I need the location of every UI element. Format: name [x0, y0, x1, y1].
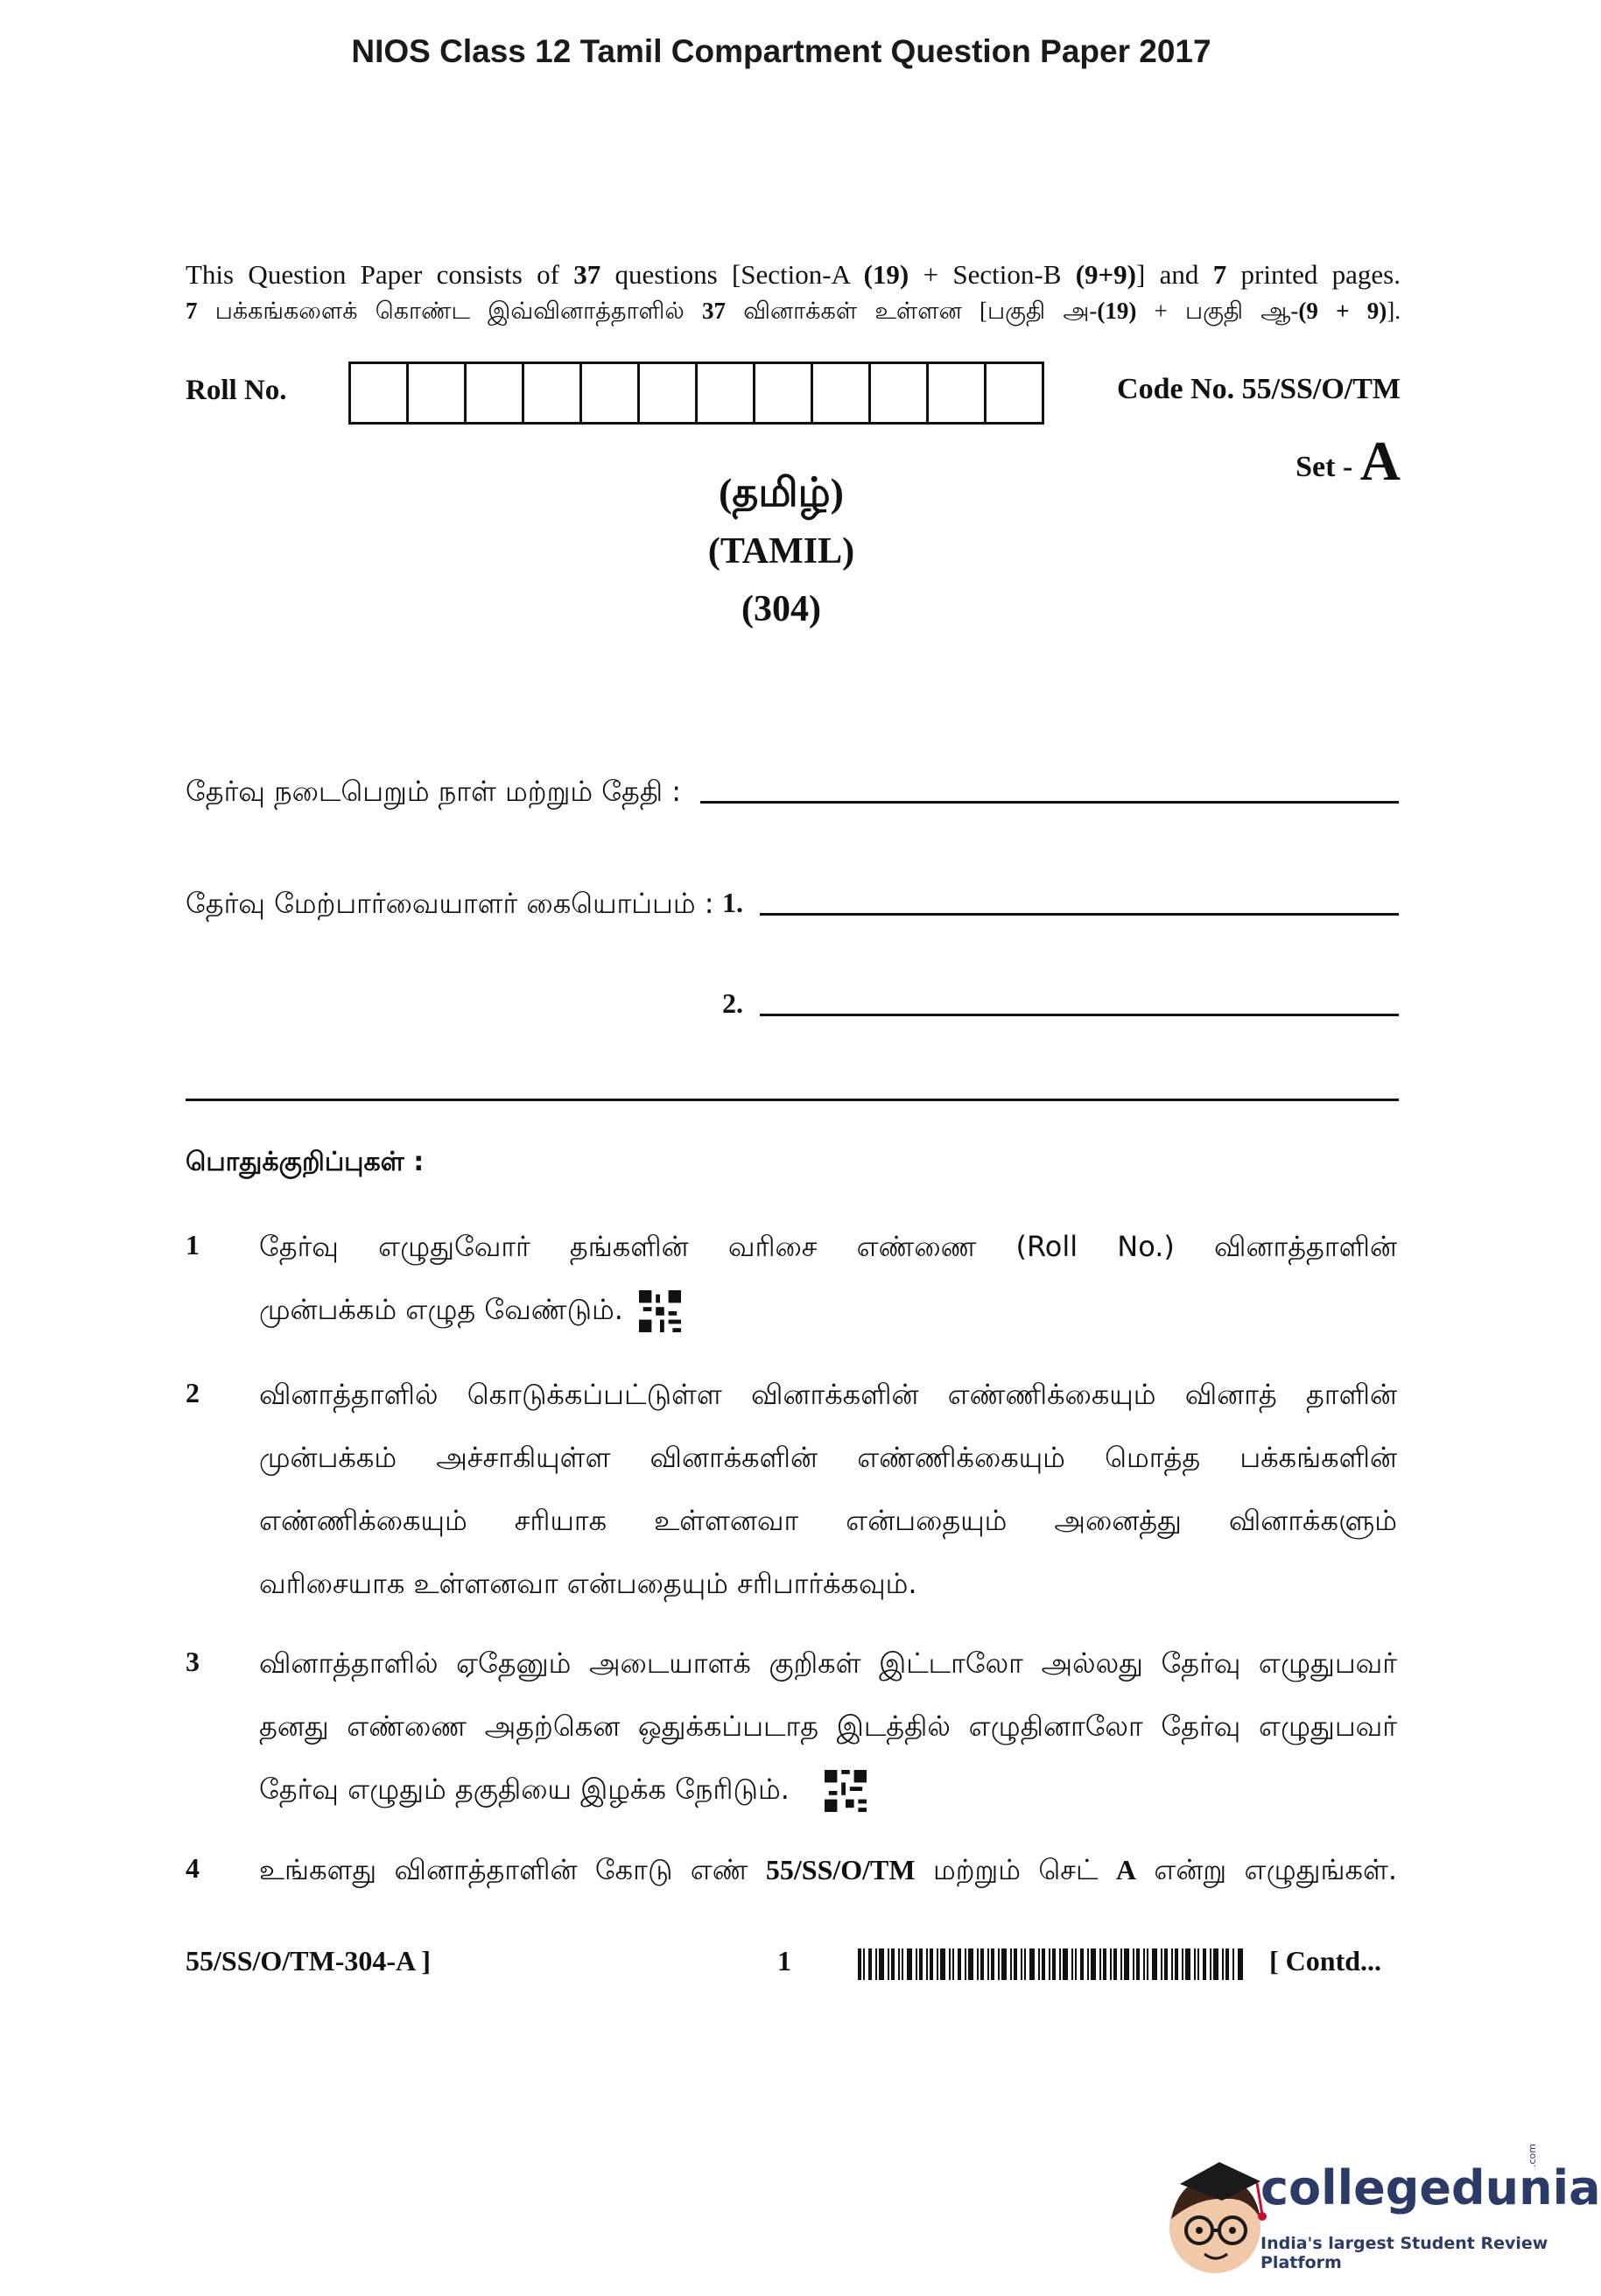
instruction-1-line-2: முன்பக்கம் எழுத வேண்டும். — [259, 1278, 1397, 1341]
set-label: Set - A — [1296, 430, 1401, 492]
instruction-4 — [259, 1838, 1397, 1901]
instruction-4-line-1: உங்களது வினாத்தாளின் கோடு எண் 55/SS/O/TM மற்றும் செட் A என்று எழுதுங்கள். — [259, 1853, 1398, 1886]
roll-digit-box[interactable] — [698, 364, 755, 422]
page-number: 1 — [777, 1945, 791, 1977]
signature-1-line[interactable] — [760, 913, 1399, 916]
roll-digit-box[interactable] — [871, 364, 929, 422]
instruction-2-line-4: வரிசையாக உள்ளனவா என்பதையும் சரிபார்க்கவும். — [259, 1567, 917, 1600]
instruction-1-number: 1 — [186, 1229, 200, 1260]
roll-digit-box[interactable] — [813, 364, 871, 422]
invigilator-signature-label: தேர்வு மேற்பார்வையாளர் கையொப்பம் : — [186, 887, 714, 920]
title-tamil: (தமிழ்) — [719, 470, 844, 515]
section-divider — [186, 1099, 1399, 1101]
set-value: A — [1359, 430, 1401, 492]
instruction-3-number: 3 — [186, 1646, 200, 1677]
footer-paper-code: 55/SS/O/TM-304-A ] — [186, 1945, 432, 1977]
signature-1-number: 1. — [722, 887, 743, 918]
paper-info-tamil: 7 பக்கங்களைக் கொண்ட இவ்வினாத்தாளில் 37 வினாக்கள் உள்ளன [பகுதி அ-(19) + பகுதி ஆ-(9 + 9)]. — [186, 298, 1401, 324]
logo-wordmark: collegedunia — [1260, 2160, 1601, 2215]
instruction-3 — [259, 1632, 1397, 1821]
paper-info-english: This Question Paper consists of 37 questions [Section-A (19) + Section-B (9+9)] and 7 printed pages. — [186, 259, 1401, 290]
instruction-1-line-1: தேர்வு எழுதுவோர் தங்களின் வரிசை எண்ணை (Roll No.) வினாத்தாளின் — [259, 1230, 1397, 1263]
instruction-2-line-3: எண்ணிக்கையும் சரியாக உள்ளனவா என்பதையும் அனைத்து வினாக்களும் — [259, 1504, 1397, 1537]
roll-digit-box[interactable] — [409, 364, 467, 422]
page-banner-title: NIOS Class 12 Tamil Compartment Question Paper 2017 — [351, 33, 1211, 69]
instruction-3-line-3: தேர்வு எழுதும் தகுதியை இழக்க நேரிடும். — [259, 1758, 1397, 1821]
qr-code-icon — [825, 1770, 867, 1812]
instruction-2 — [259, 1363, 1397, 1615]
roll-digit-box[interactable] — [582, 364, 640, 422]
roll-digit-box[interactable] — [524, 364, 582, 422]
logo-tagline: India's largest Student Review Platform — [1260, 2234, 1548, 2272]
exam-date-line[interactable] — [700, 801, 1399, 804]
instruction-4-number: 4 — [186, 1852, 200, 1884]
instruction-3-line-2: தனது எண்ணை அதற்கென ஒதுக்கப்படாத இடத்தில் எழுதினாலோ தேர்வு எழுதுபவர் — [259, 1710, 1397, 1743]
continued-label: [ Contd... — [1269, 1945, 1382, 1977]
exam-date-label: தேர்வு நடைபெறும் நாள் மற்றும் தேதி : — [186, 775, 681, 808]
subject-code: (304) — [741, 589, 821, 629]
instruction-2-line-1: வினாத்தாளில் கொடுக்கப்பட்டுள்ள வினாக்களின் எண்ணிக்கையும் வினாத் தாளின் — [259, 1378, 1397, 1411]
instruction-2-line-2: முன்பக்கம் அச்சாகியுள்ள வினாக்களின் எண்ணிக்கையும் மொத்த பக்கங்களின் — [259, 1441, 1397, 1474]
instruction-2-number: 2 — [186, 1377, 200, 1408]
roll-digit-box[interactable] — [467, 364, 524, 422]
roll-digit-box[interactable] — [640, 364, 698, 422]
roll-digit-box[interactable] — [987, 364, 1042, 422]
general-instructions-title: பொதுக்குறிப்புகள் : — [186, 1147, 425, 1177]
signature-2-number: 2. — [722, 987, 743, 1019]
instruction-3-line-1: வினாத்தாளில் ஏதேனும் அடையாளக் குறிகள் இட்டாலோ அல்லது தேர்வு எழுதுபவர் — [259, 1647, 1397, 1680]
qr-code-icon — [639, 1290, 681, 1332]
roll-digit-box[interactable] — [929, 364, 987, 422]
logo-dotcom: .com — [1527, 2144, 1538, 2167]
roll-number-boxes[interactable] — [348, 362, 1044, 425]
signature-2-line[interactable] — [760, 1014, 1399, 1016]
roll-digit-box[interactable] — [351, 364, 409, 422]
code-number: Code No. 55/SS/O/TM — [1117, 373, 1401, 405]
title-english: (TAMIL) — [707, 531, 855, 572]
roll-number-label: Roll No. — [186, 375, 287, 406]
instruction-1 — [259, 1215, 1397, 1341]
roll-digit-box[interactable] — [755, 364, 813, 422]
barcode-icon — [858, 1948, 1243, 1980]
